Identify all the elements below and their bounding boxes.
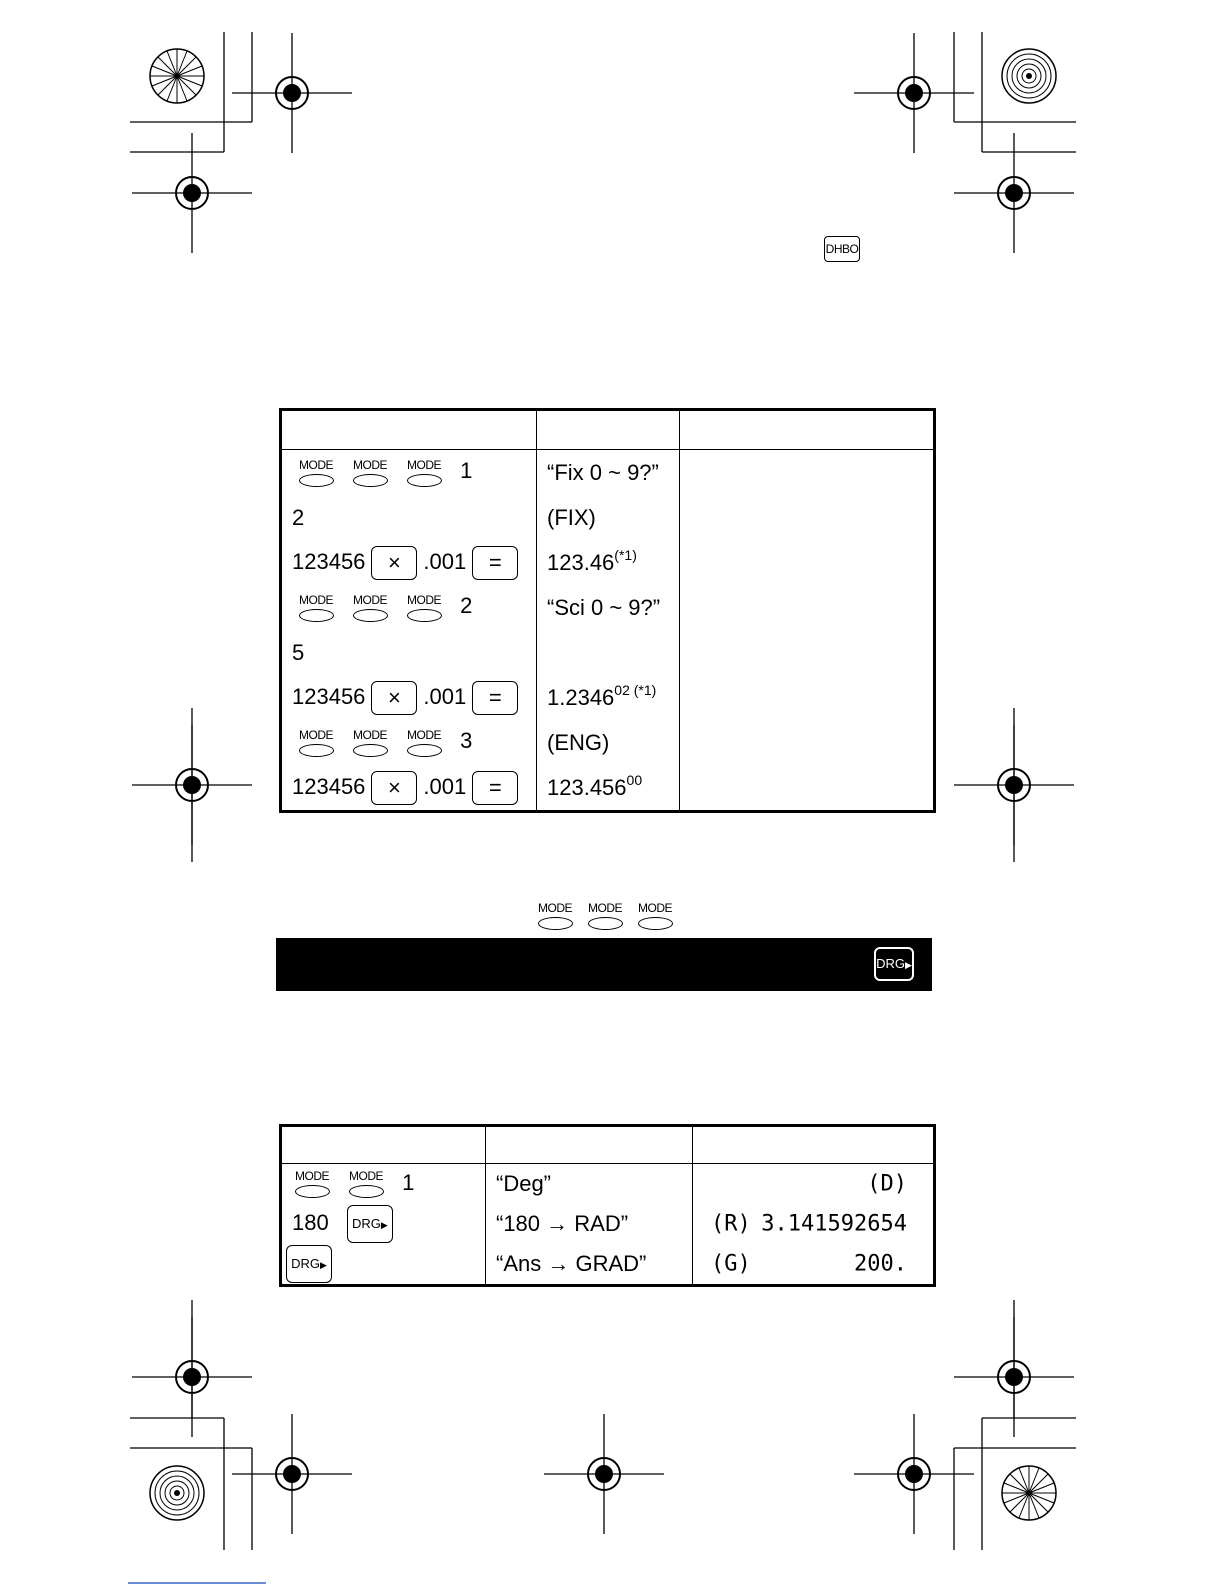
multiply-key-icon: × bbox=[371, 771, 417, 805]
operand-b: .001 bbox=[423, 773, 467, 799]
display-cell bbox=[537, 630, 680, 675]
result-unit: (R) bbox=[711, 1211, 751, 1237]
table-row bbox=[281, 630, 935, 675]
mode-key-icon: MODE bbox=[292, 729, 340, 757]
header-operation bbox=[281, 410, 537, 450]
table-row bbox=[281, 675, 935, 720]
display-superscript: (*1) bbox=[614, 546, 637, 563]
multiply-key-icon: × bbox=[371, 681, 417, 715]
operation-suffix: 1 bbox=[460, 458, 473, 484]
display-cell: “Ans → GRAD” bbox=[486, 1244, 693, 1286]
result-cell bbox=[680, 450, 935, 496]
display-cell bbox=[537, 540, 680, 585]
table-row bbox=[281, 720, 935, 765]
operand-a: 123456 bbox=[292, 773, 366, 799]
result-cell bbox=[680, 630, 935, 675]
header-operation bbox=[281, 1126, 486, 1164]
display-cell bbox=[537, 765, 680, 812]
display-superscript: 00 bbox=[626, 771, 643, 788]
result-cell bbox=[680, 720, 935, 765]
table-row bbox=[281, 765, 935, 812]
header-result bbox=[680, 410, 935, 450]
result-cell bbox=[693, 1244, 935, 1286]
table-row bbox=[281, 540, 935, 585]
display-cell: “180 → RAD” bbox=[486, 1204, 693, 1244]
table-row bbox=[281, 495, 935, 540]
display-cell: (FIX) bbox=[537, 495, 680, 540]
multiply-key-icon: × bbox=[371, 546, 417, 580]
display-cell: “Sci 0 ~ 9?” bbox=[537, 585, 680, 630]
mode-key-icon: MODE bbox=[582, 902, 628, 930]
mode-key-icon: MODE bbox=[288, 1170, 336, 1198]
result-unit: (G) bbox=[711, 1251, 751, 1277]
mode-key-icon: MODE bbox=[292, 459, 340, 487]
operand-b: .001 bbox=[423, 548, 467, 574]
mode-key-icon: MODE bbox=[532, 902, 578, 930]
table-header-row bbox=[281, 410, 935, 450]
mode-key-icon: MODE bbox=[346, 594, 394, 622]
result-cell bbox=[680, 540, 935, 585]
result-value: 200. bbox=[854, 1251, 907, 1277]
display-cell: “Deg” bbox=[486, 1164, 693, 1205]
result-cell bbox=[680, 765, 935, 812]
mode-key-icon: MODE bbox=[400, 459, 448, 487]
display-cell: (ENG) bbox=[537, 720, 680, 765]
mode-key-icon: MODE bbox=[346, 729, 394, 757]
display-value: 123.456 bbox=[547, 774, 627, 800]
display-value: 1.2346 bbox=[547, 684, 615, 710]
result-cell bbox=[680, 585, 935, 630]
table-row bbox=[281, 1204, 935, 1244]
result-cell bbox=[680, 675, 935, 720]
mode-key-icon: MODE bbox=[632, 902, 678, 930]
operation-cell bbox=[281, 450, 537, 496]
operation-cell bbox=[281, 1244, 486, 1286]
equals-key-icon: = bbox=[472, 546, 518, 580]
result-cell bbox=[693, 1204, 935, 1244]
display-cell: “Fix 0 ~ 9?” bbox=[537, 450, 680, 496]
operation-suffix: 1 bbox=[402, 1169, 415, 1195]
table-row bbox=[281, 450, 935, 496]
operation-cell bbox=[281, 1204, 486, 1244]
mode-key-icon: MODE bbox=[342, 1170, 390, 1198]
equals-key-icon: = bbox=[472, 771, 518, 805]
equals-key-icon: = bbox=[472, 681, 518, 715]
header-display bbox=[486, 1126, 693, 1164]
operation-cell bbox=[281, 1164, 486, 1205]
angle-conversion-table bbox=[279, 1124, 936, 1287]
operation-cell: 5 bbox=[281, 630, 537, 675]
operation-cell bbox=[281, 675, 537, 720]
header-display bbox=[537, 410, 680, 450]
drg-key-icon: DRG▶ bbox=[874, 947, 914, 981]
operation-suffix: 2 bbox=[460, 593, 473, 619]
table-row bbox=[281, 585, 935, 630]
result-value: (D) bbox=[867, 1171, 907, 1197]
table-row bbox=[281, 1164, 935, 1205]
result-cell bbox=[680, 495, 935, 540]
result-value: 3.141592654 bbox=[761, 1211, 907, 1237]
display-cell bbox=[537, 675, 680, 720]
operation-suffix: 3 bbox=[460, 728, 473, 754]
section-heading-bar bbox=[276, 938, 932, 991]
dhbo-key-icon: DHBO bbox=[824, 236, 860, 262]
operation-cell: 2 bbox=[281, 495, 537, 540]
mode-key-icon: MODE bbox=[400, 594, 448, 622]
mode-key-icon: MODE bbox=[346, 459, 394, 487]
result-cell bbox=[693, 1164, 935, 1205]
header-result bbox=[693, 1126, 935, 1164]
footer-rule bbox=[128, 1582, 266, 1584]
operand-a: 123456 bbox=[292, 548, 366, 574]
mode-key-icon: MODE bbox=[292, 594, 340, 622]
operation-cell bbox=[281, 540, 537, 585]
table-row bbox=[281, 1244, 935, 1286]
display-format-table bbox=[279, 408, 936, 813]
operation-cell bbox=[281, 765, 537, 812]
drg-key-icon: DRG▶ bbox=[347, 1205, 393, 1243]
drg-key-icon: DRG▶ bbox=[286, 1245, 332, 1283]
table-header-row bbox=[281, 1126, 935, 1164]
operation-cell bbox=[281, 720, 537, 765]
operand-a: 123456 bbox=[292, 683, 366, 709]
operation-prefix: 180 bbox=[292, 1209, 329, 1235]
display-value: 123.46 bbox=[547, 549, 615, 575]
operation-cell bbox=[281, 585, 537, 630]
mode-keys-row bbox=[532, 902, 692, 930]
mode-key-icon: MODE bbox=[400, 729, 448, 757]
display-superscript: 02 (*1) bbox=[614, 681, 657, 698]
operand-b: .001 bbox=[423, 683, 467, 709]
